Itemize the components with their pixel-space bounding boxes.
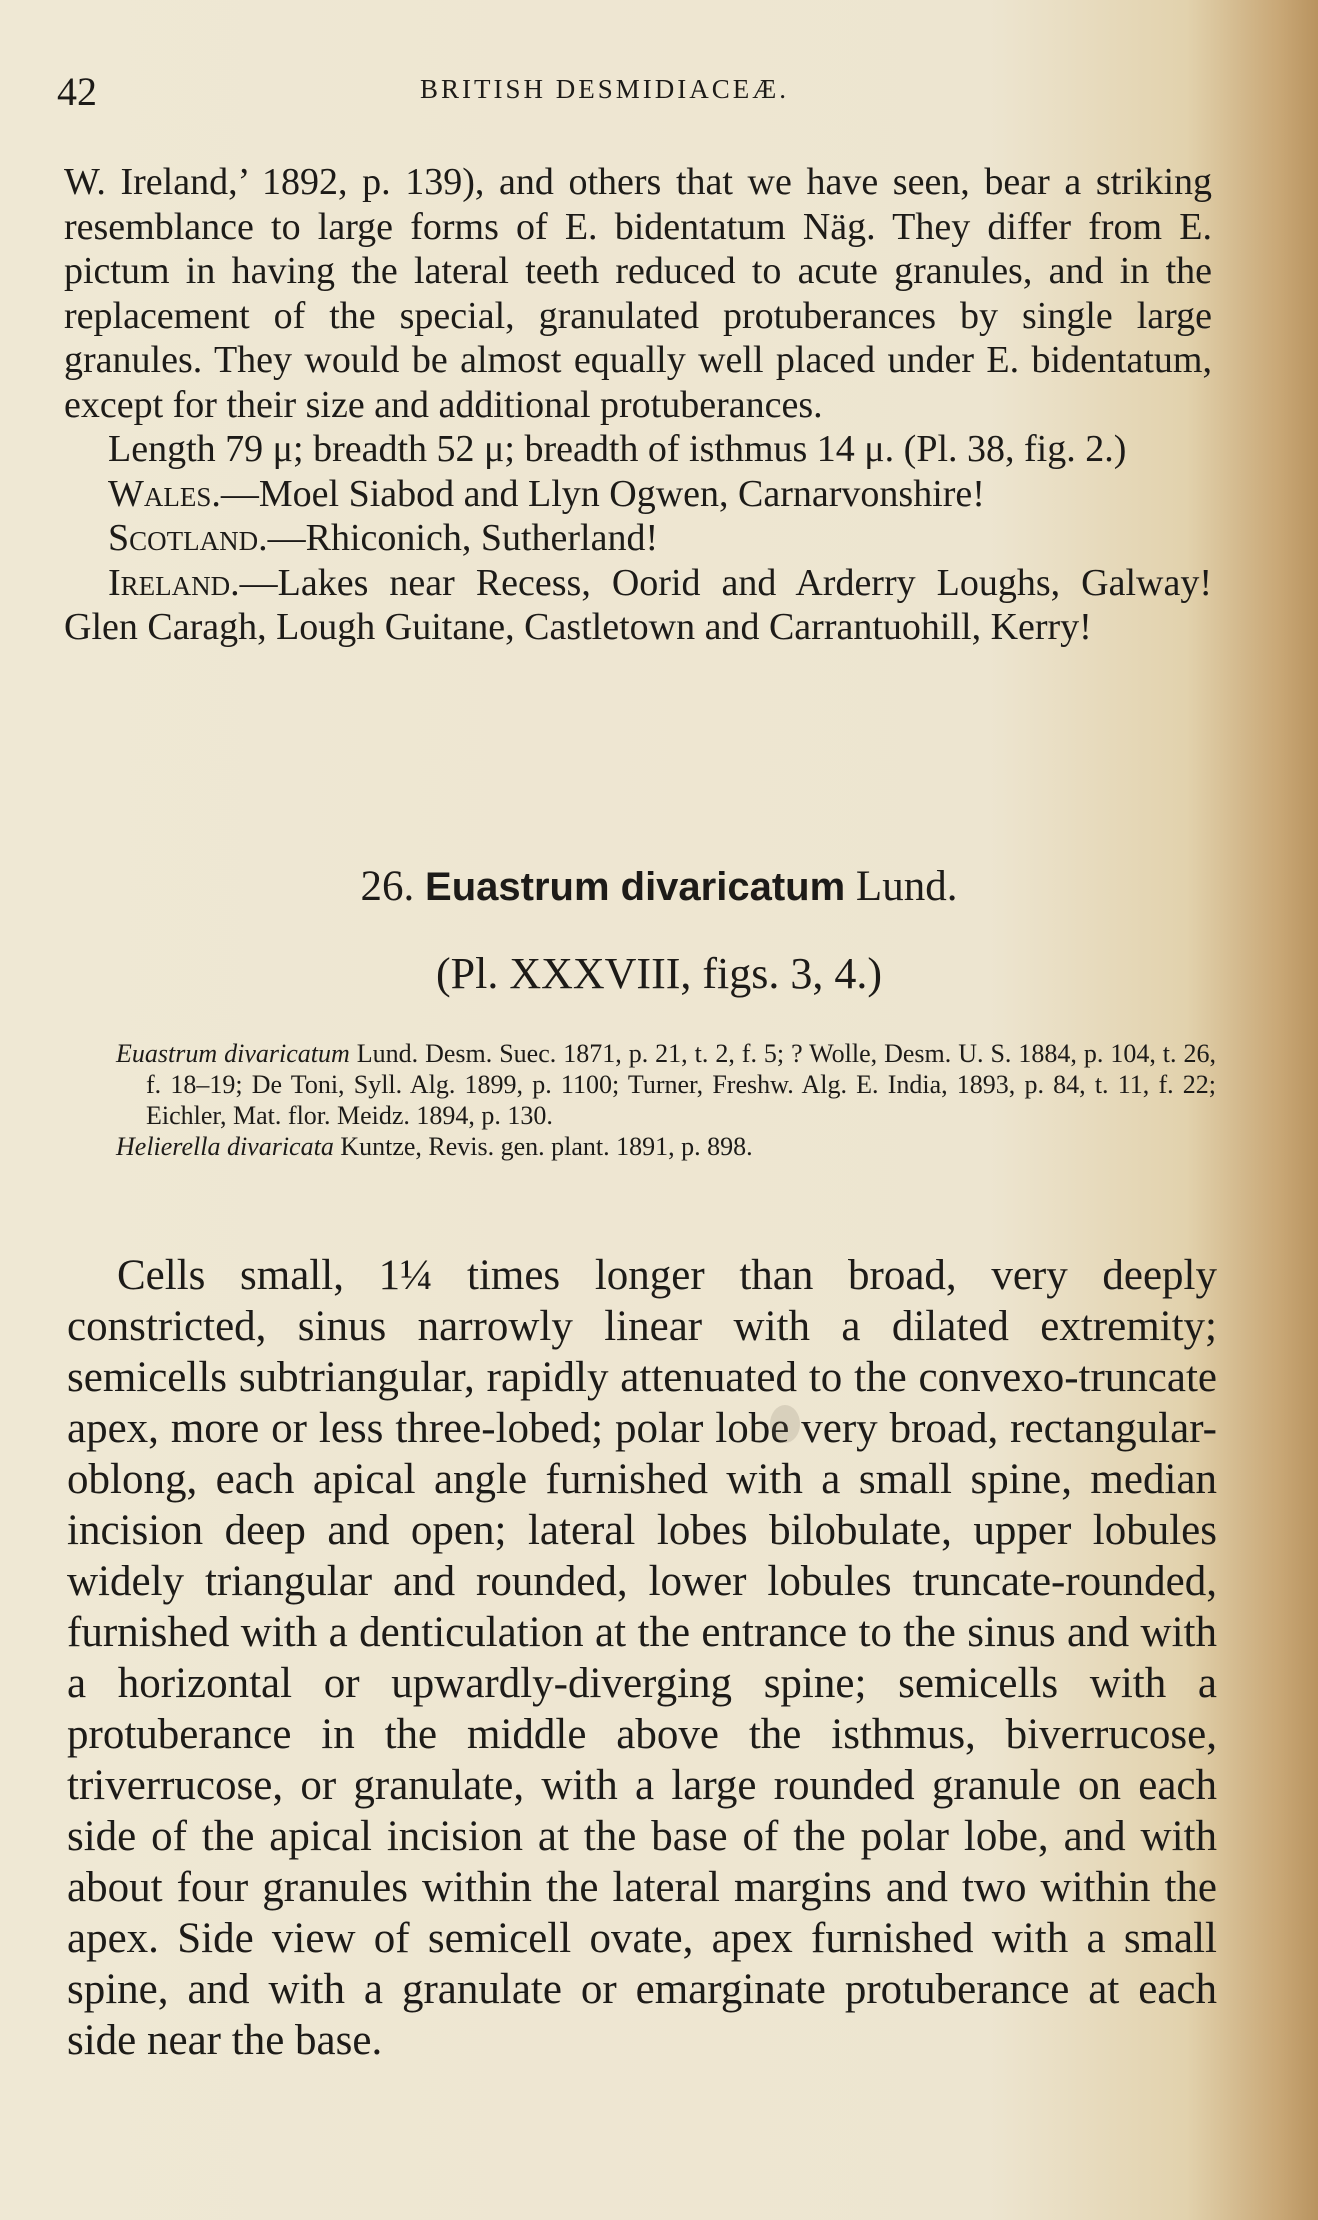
synonym-citation: Kuntze, Revis. gen. plant. 1891, p. 898. — [333, 1132, 753, 1161]
page-header — [0, 68, 1318, 118]
locality-text: —Lakes near Recess, Oorid and Arderry Loughs, Galway! Glen Caragh, Lough Guitane, Castletown and Carrantuohill, Kerry! — [64, 561, 1212, 648]
synonym-name: Euastrum divaricatum — [116, 1039, 350, 1068]
synonym-citation: Lund. Desm. Suec. 1871, p. 21, t. 2, f. 5; ? Wolle, Desm. U. S. 1884, p. 104, t. 26, f. 18–19; De Toni, Syll. Alg. 1899, p. 1100; Turner, Freshw. Alg. E. India, 1893, p. 84, t. 11, f. 22; Eichler, Mat. flor. Meidz. 1894, p. 130. — [146, 1039, 1217, 1130]
continued-text — [64, 160, 1212, 650]
synonym-entry — [116, 1131, 1216, 1162]
paragraph-continued: W. Ireland,’ 1892, p. 139), and others that we have seen, bear a striking resemblance to large forms of E. bidentatum Näg. They differ from E. pictum in having the lateral teeth reduced to acute granules, and in the replacement of the special, granulated protuberances by single large granules. They would be almost equally well placed under E. bidentatum, except for their size and additional protuberances. — [64, 161, 1212, 426]
page-number: 42 — [57, 69, 97, 114]
species-number: 26. — [360, 863, 415, 910]
locality-label: Scotland. — [108, 517, 268, 559]
locality-wales — [64, 472, 1212, 517]
locality-text: —Moel Siabod and Llyn Ogwen, Carnarvonshire! — [220, 472, 985, 515]
locality-label: Ireland. — [108, 561, 240, 604]
paper-smudge — [770, 1405, 800, 1443]
species-authority: Lund. — [855, 863, 958, 910]
synonym-name: Helierella divaricata — [116, 1132, 334, 1161]
plate-reference: (Pl. XXXVIII, figs. 3, 4.) — [435, 949, 883, 998]
locality-ireland — [64, 561, 1212, 650]
synonymy-block — [116, 1038, 1216, 1162]
synonym-entry — [116, 1038, 1216, 1131]
locality-label: Wales. — [108, 472, 221, 515]
locality-text: —Rhiconich, Sutherland! — [267, 517, 659, 559]
species-name: Euastrum divaricatum — [425, 865, 846, 909]
running-title: BRITISH DESMIDIACEÆ. — [420, 74, 790, 104]
species-heading — [0, 862, 1318, 911]
description-paragraph: Cells small, 1¼ times longer than broad, very deeply constricted, sinus narrowly linear with a dilated extremity; semicells subtriangular, rapidly attenuated to the convexo-truncate apex, more or less three-lobed; polar lobe very broad, rectangular-oblong, each apical angle furnished with a small spine, median incision deep and open; lateral lobes bilobulate, upper lobules widely triangular and rounded, lower lobules truncate-rounded, furnished with a denticulation at the entrance to the sinus and with a horizontal or upwardly-diverging spine; semicells with a protuberance in the middle above the isthmus, biverrucose, triverrucose, or granulate, with a large rounded granule on each side of the apical incision at the base of the polar lobe, and with about four granules within the lateral margins and two within the apex. Side view of semicell ovate, apex furnished with a small spine, and with a granulate or emarginate protuberance at each side near the base. — [67, 1252, 1217, 2064]
locality-scotland — [64, 516, 1212, 561]
measurements: Length 79 μ; breadth 52 μ; breadth of isthmus 14 μ. (Pl. 38, fig. 2.) — [108, 428, 1127, 470]
species-description — [67, 1250, 1217, 2066]
